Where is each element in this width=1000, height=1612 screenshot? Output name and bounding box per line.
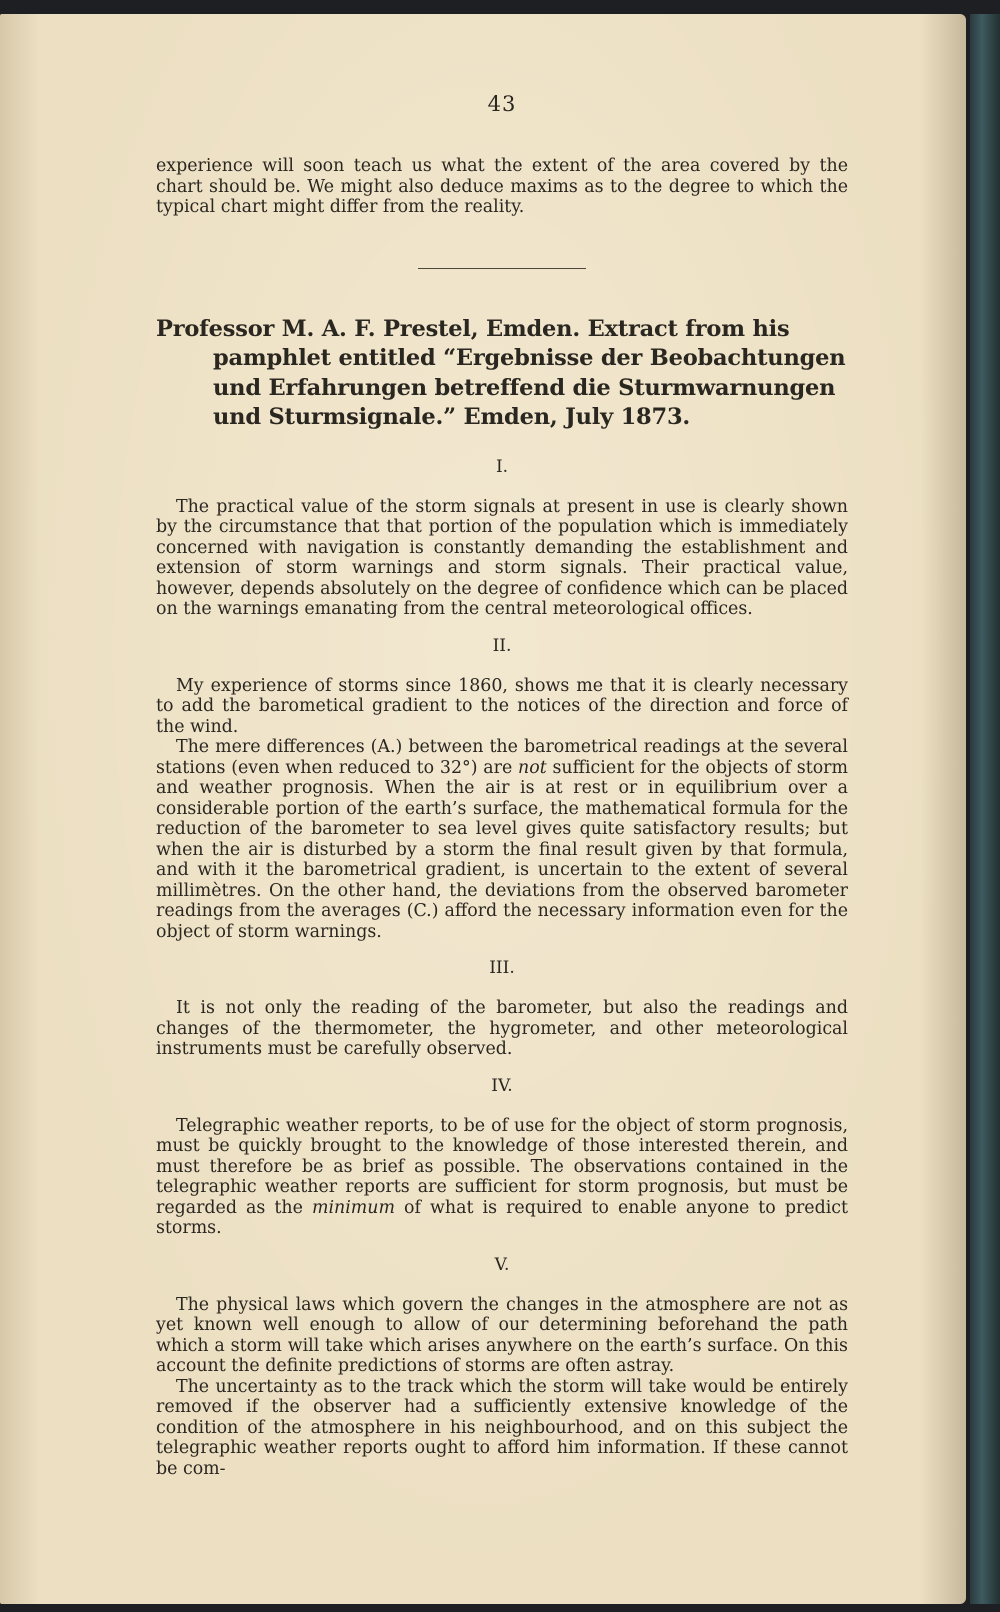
section-3-paragraph: It is not only the reading of the barometer, but also the readings and changes of the thermometer, the hygrometer, and other meteorological instruments must be carefully observed. — [156, 998, 848, 1059]
section-number-2: II. — [492, 635, 512, 656]
section-2-paragraph-1: My experience of storms since 1860, shows me that it is clearly necessary to add the barometical gradient to the notices of the direction and force of the wind. — [156, 675, 848, 737]
section-number-5: V. — [494, 1254, 510, 1275]
page-content — [156, 92, 848, 1479]
section-4-paragraph: Telegraphic weather reports, to be of use for the object of storm prognosis, must be quickly brought to the knowledge of those interested therein, and must therefore be as brief as possible. The observations contained in the telegraphic weather reports are sufficient for storm prognosis, but must be regarded as the minimum of what is required to enable anyone to predict storms. — [156, 1115, 848, 1238]
section-divider — [418, 268, 586, 269]
intro-paragraph: experience will soon teach us what the extent of the area covered by the chart should be. We might also deduce maxims as to the degree to which the typical chart might differ from the reality. — [156, 156, 848, 217]
section-5-paragraph-2: The uncertainty as to the track which the storm will take would be entirely removed if the observer had a sufficiently extensive knowledge of the condition of the atmosphere in his neighbourhood, and on this subject the telegraphic weather reports ought to afford him information. If these cannot be com- — [156, 1376, 848, 1479]
article-heading: Professor M. A. F. Prestel, Emden. Extract from his pamphlet entitled “Ergebnisse der Beobachtungen und Erfahrungen betreffend die Sturmwarnungen und Sturmsignale.” Emden, July 1873. — [156, 315, 846, 430]
page-number: 43 — [487, 92, 517, 116]
book-binding-edge — [970, 14, 1000, 1604]
section-number-3: III. — [489, 958, 515, 978]
emphasis-not: not — [518, 757, 547, 778]
section-1-paragraph: The practical value of the storm signals at present in use is clearly shown by the circumstance that that portion of the population which is immediately concerned with navigation is constantly demanding the establishment and extension of storm warnings and storm signals. Their practical value, however, depends absolutely on the degree of confidence which can be placed on the warnings emanating from the central meteorological offices. — [156, 496, 848, 619]
emphasis-minimum: minimum — [311, 1197, 395, 1218]
section-number-1: I. — [495, 456, 509, 477]
section-5-paragraph-1: The physical laws which govern the changes in the atmosphere are not as yet known well enough to allow of our determining beforehand the path which a storm will take which arises anywhere on the earth’s surface. On this account the definite predictions of storms are often astray. — [156, 1294, 848, 1376]
section-number-4: IV. — [491, 1075, 513, 1096]
section-2-paragraph-2: The mere differences (A.) between the barometrical readings at the several stations (even when reduced to 32°) are not sufficient for the objects of storm and weather prognosis. When the air is at rest or in equilibrium over a considerable portion of the earth’s surface, the mathematical formula for the reduction of the barometer to sea level gives quite satisfactory results; but when the air is disturbed by a storm the final result given by that formula, and with it the barometrical gradient, is uncertain to the extent of several millimètres. On the other hand, the deviations from the observed barometer readings from the averages (C.) afford the necessary information even for the object of storm warnings. — [156, 737, 848, 942]
